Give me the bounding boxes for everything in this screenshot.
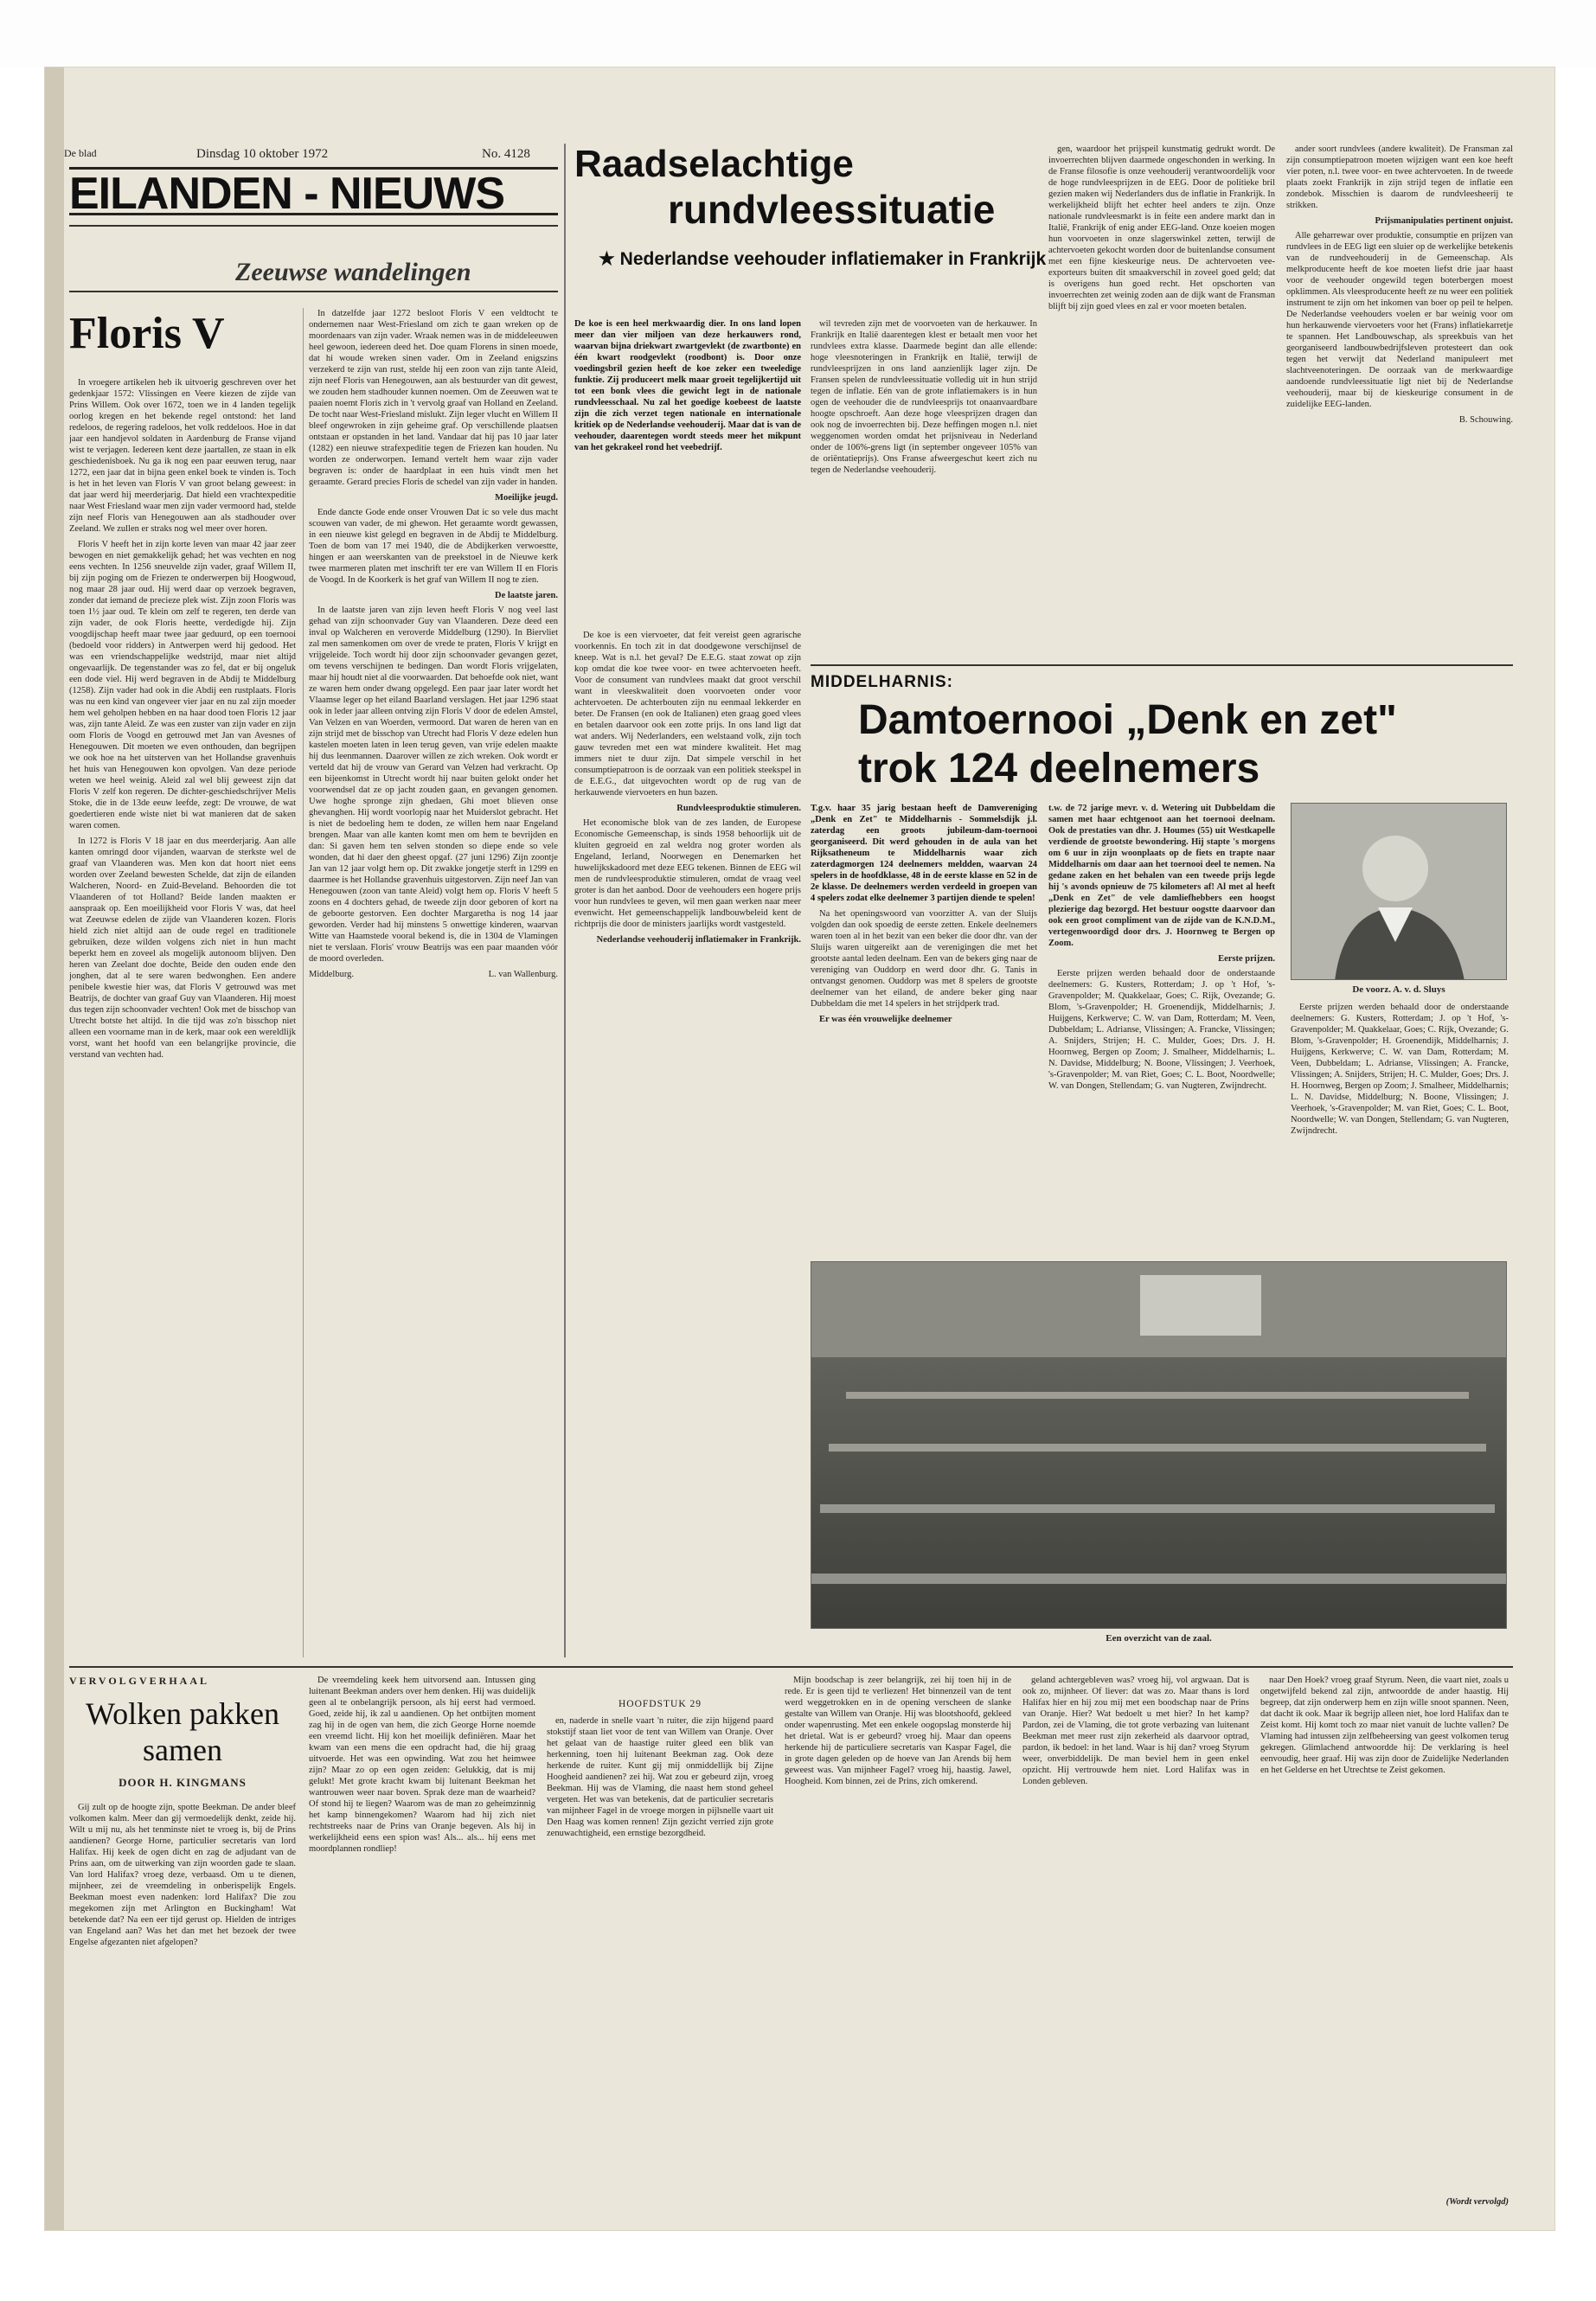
dammen-column-1 [811, 803, 1037, 1253]
rundvlees-subhead-prijs: Prijsmanipulaties pertinent onjuist. [1375, 216, 1513, 226]
hall-photo-figure [811, 1262, 1507, 1629]
rundvlees-column-3 [1048, 144, 1275, 647]
floris-column-1 [69, 377, 296, 1657]
dammen-place-label: MIDDELHARNIS: [811, 673, 953, 691]
rundvlees-para-1: De koe is een viervoeter, dat feit vereist geen agrarische voorkennis. En toch zit in dat doodgewone verschijnsel de kneep. Wat is n.l. het geval? De E.E.G. staat zowat op zijn kop omdat die koe twee voor- en twee achtervoeten heeft. Voor de consument van rundvlees maakt dat groot verschil want in vleeskwaliteit doen voorvoeten onder voor achtervoeten. De achterbouten zijn nu eenmaal lekkerder en beter. De Fransen (en ook de Italianen) eten graag goed vlees en betalen daarvoor ook een zotte prijs. In ons land ligt dat wat anders. Wij Nederlanders, een welstaand volk, zijn toch gauw tevreden met een wat mindere kwaliteit. Het mag immers niet te duur zijn. Dat simpele verschil in het consumptiepatroon is de oorzaak van een politiek steekspel in de E.E.G., dat uitgevochten wordt op de rug van de herkauwende viervoeters en hun bazen. [574, 631, 801, 798]
rundvlees-author: B. Schouwing. [1458, 415, 1513, 425]
serial-column-6 [1260, 1675, 1509, 2194]
serial-para-4: Mijn boodschap is zeer belangrijk, zei hij toen hij in de rede. Er is geen tijd te verliezen! Het binnenzeil van de tent werd weggetrokken en in de opening verscheen de slanke gestalte van Willem van Oranje. Hij was blootshoofd, gekleed onder wapenrusting. Met een enkele oogopslag monsterde hij het drietal. Wat is er gebeurd? vroeg hij. Maar dan opeens herkende hij de particuliere secretaris van Kaspar Fagel, die in grote dagen geleden op de hoeve van Jan Arends bij hem geweest was. Van mijnheer Fagel? vroeg hij, haastig. Jawel, Hoogheid. Kom binnen, zei de Prins, zich omkerend. [785, 1676, 1011, 1786]
rundvlees-subhead: ★ Nederlandse veehouder inflatiemaker in Frankrijk [599, 249, 1047, 269]
portrait-figure [1292, 804, 1507, 980]
hall-photo [811, 1261, 1507, 1629]
header-number: No. 4128 [482, 147, 530, 161]
dammen-para-1b: Er was één vrouwelijke deelnemer [819, 1015, 952, 1024]
serial-continued: (Wordt vervolgd) [1445, 2197, 1509, 2207]
serial-column-3 [547, 1675, 773, 2208]
dammen-headline-1: Damtoernooi „Denk en zet" [858, 697, 1397, 743]
dammen-para-4: Eerste prijzen werden behaald door de onderstaande deelnemers: G. Kusters, Rotterdam; J. op 't Hof, 's-Gravenpolder; M. Quakkelaar, Goes; C. Rijk, Ovezande; G. Blom, 's-Gravenpolder; H. Groenendijk, Middelharnis; J. Huijgens, Kerkwerve; C. W. van Dam, Rotterdam; M. Veen, Dubbeldam; L. Adrianse, Vlissingen; A. Francke, Vlissingen; A. Snijders, Strijen; H. C. Mulder, Goes; Drs. J. H. Hoornweg, Bergen op Zoom; J. Smalheer, Middelharnis; L. N. Davidse, Middelburg; N. Boone, Vlissingen; J. Veerhoek, 's-Gravenpolder; M. van Riet, Goes; C. L. Boot, Noordwelle; W. van Dongen, Stellendam; G. van Nugteren, Zwijndrecht. [1291, 1003, 1509, 1136]
floris-para-3: In 1272 is Floris V 18 jaar en dus meerderjarig. Aan alle kanten omringd door vijanden, waarvan de sterkste wel de graaf van Vlaanderen was. Men kon dat hoort niet eens worden over Zeeland bewesten Schelde, dat zijn de eilanden Walcheren, Noord- en Zuid-Beveland. Behoorden die tot Vlaanderen of tot Holland? Beide landen maakten er aanspraak op. Een moeilijkheid voor Floris V was, dat heel wat Zeeuwse edelen de zijde van Vlaanderen kozen. Floris hield zich niet altijd aan de oude regel en traditionele gebruiken, deze wilden volgens zich niet in hun macht beperkt hem en zoveel als mogelijk autonoom blijven. Den heren van Zeelant doe dochte, Beide den ouden ende den jonghen, dat al te sere waren bedwonghen. Een andere penibele kwestie hier was, dat Floris V getrouwd was met Beatrijs, de dochter van graaf Guy van Vlaanderen. Hij moest dus tegen zijn schoonvader vechten! Ook met de bisschop van Utrecht botste het altijd. In die tijd was zo'n bisschop niet alleen een voorname man in de kerk, maar ook een wereldlijk vorst, want het hoofd van een belangrijke provincie, die verstand van vechten had. [69, 836, 296, 1060]
newspaper-page [45, 67, 1554, 2230]
serial-para-6: naar Den Hoek? vroeg graaf Styrum. Neen, die vaart niet, zoals u ongetwijfeld bekend zal zijn, antwoordde de ander haastig. Hij begreep, dat zijn onderwerp hem en zijn wille snoot spannen. Neen, dat dacht ik ook. Maar ik begrijp alleen niet, hoe lord Halifax dan te Zeist komt. Hij komt toch zo maar niet vanuit de luchte vallen? De Vlaming had intussen zijn zelfbeheersing van geest volkomen terug gekregen. Glimlachend antwoordde hij: De verklaring is heel eenvoudig, heer graaf. Hij was zijn door de Zuidelijke Nederlanden en het Gelderse en het Utrechtse te Zeist gekomen. [1260, 1676, 1509, 1775]
rundvlees-lead: De koe is een heel merkwaardig dier. In ons land lopen meer dan vier miljoen van deze herkauwers rond, waarvan bijna driekwart zwartgevlekt (de zwartbonte) en één kwart roodgevlekt (roodbont) is. Door onze voedingsbril gezien heeft de koe zeker een tweeledige funktie. Zij produceert melk maar groeit tegelijkertijd uit tot een bonk vlees die gewicht legt in de nationale rundvleesschaal. Nu zal het goedige koebeest de laatste zijn die zich verzet tegen nationale en internationale kritiek op de Nederlandse veehouderij. Maar dat is van de veehouder, daarentegen wordt steeds meer het mikpunt van het gekrakeel rond het veebedrijf. [574, 319, 801, 452]
dammen-lead: T.g.v. haar 35 jarig bestaan heeft de Damvereniging „Denk en Zet" te Middelharnis - Sommelsdijk j.l. zaterdag een groots jubileum-dam-toernooi georganiseerd. Dit werd gehouden in de aula van het Rijksatheneum te Middelharnis waar zich zaterdagmorgen 124 deelnemers meldden, waarvan 24 spelers in de hoofdklasse, 48 in de eerste klasse en 52 in de 2e klasse. De deelnemers werden verdeeld in groepen van 4 spelers zodat elke deelnemer 3 partijen diende te spelen! [811, 804, 1037, 903]
serial-column-1 [69, 1802, 296, 2208]
floris-subhead-laatste: De laatste jaren. [495, 591, 558, 600]
floris-signoff [309, 969, 558, 980]
dammen-para-1: Na het openingswoord van voorzitter A. van der Sluijs volgden dan ook spoedig de eerste zetten. Enkele deelnemers waren toen al in het bezit van een beker die door dhr. van der Sluijs waren uitgereikt aan de verenigingen die met het grootste aantal leden deelnam. Een van de bekers ging naar de vereniging van Ouddorp en werd door dhr. G. Tanis in ontvangst genomen. Ouddorp was met 8 spelers de grootste deelnemer van het eiland, de andere beker ging naar Dubbeldam die met 14 spelers in het strijdperk trad. [811, 909, 1037, 1009]
rundvlees-subhead-stimuleren: Rundvleesproduktie stimuleren. [676, 804, 801, 813]
header-date: Dinsdag 10 oktober 1972 [196, 147, 329, 161]
rundvlees-para-3: wil tevreden zijn met de voorvoeten van de herkauwer. In Frankrijk en Italië daarentegen klest er betaalt men voor het rundvlees extra klasse. Daarmede begint dan alle ellende: hoge vleesnoteringen in Frankrijk en Italië, terwijl de rundvleesprijzen in ons land aanzienlijk lager zijn. De Fransen spelen de rundvleessituatie volledig uit in hun strijd tegen de inflatie. Eén van de grote inflatiemakers is in hun ogen de veehouder die de rundvleesprijs tot onaanvaardbare hoogte opschroeft. Aan deze hoge vleesprijzen dragen dan ook nog de invoerrechten bij. Deze heffingen mogen n.l. niet weggenomen worden omdat het prijsniveau in Nederland onder de 106%-grens ligt (in september ongeveer 105% van de oriëntatieprijs). Ons Franse afweergeschut keert zich nu tegen de Nederlandse veehouderij. [811, 319, 1037, 475]
header-left-tag: De blad [64, 147, 97, 159]
rundvlees-column-4 [1286, 144, 1513, 663]
dammen-column-3 [1291, 1002, 1509, 1253]
serial-para-1: Gij zult op de hoogte zijn, spotte Beekman. De ander bleef volkomen kalm. Meer dan gij vermoedelijk denkt, zeide hij. Wilt u mij nu, als het tenminste niet te vroeg is, bij de Prins aandienen? George Horne, particulier secretaris van lord Halifax. Hij keek de ogen dicht en zag de adjudant van de Prins aan, om de uitwerking van zijn woorden gade te slaan. Van lord Halifax? vroeg deze, verbaasd. Om u te dienen, mijnheer, zei de vreemdeling in onberispelijk Engels. Beekman moest even nadenken: lord Halifax? Die zou megekomen zijn met Arlington en Buckingham! Wat betekende dat? Na een eer tijd gerust op. Hielden de intriges van Engeland aan? Was het dan met het bezoek der twee Engelse afgezanten niet afgelopen? [69, 1803, 296, 1947]
portrait-photo [1291, 803, 1507, 980]
dammen-column-2 [1048, 803, 1275, 1253]
floris-subhead-jeugd: Moeilijke jeugd. [495, 493, 558, 503]
floris-para-4: In datzelfde jaar 1272 besloot Floris V een veldtocht te ondernemen naar West-Friesland om zich te gaan wreken op de moordenaars van zijn vader. Wraak nemen was in de middeleeuwen heel gewoon, iedereen deed het. Doe quam Florens in sinen moede, dat hi woude wreken sinen vader. Om in Zeeland enigszins verzekerd te zijn van rust, stelde hij een zoon van zijn tante Aleid, zijn neef Floris van Henegouwen, aan als bestuurder van dit gewest, we zouden hem stadhouder kunnen noemen. Om de Zeeuwen wat te paaien noemt Floris zich in 't vervolg graaf van Holland en Zeeland. De tocht naar West-Friesland mislukt. Zijn leger vlucht en Willem II bleef ongewroken in zijn geheime graf. Op verschillende plaatsen ontstaan er opstanden in het land. Vandaar dat hij pas 10 jaar later (1282) een nieuwe strafexpeditie tegen de Friezen kan houden. Nu worden ze onderworpen. Iemand vertelt hem waar zijn vader begraven is: onder de haardplaat in een huis vindt men het geraamte. Gerard precies Floris de schedel van zijn vader in handen. [309, 309, 558, 487]
page-binding-edge [45, 67, 64, 2230]
scan-border [0, 0, 1596, 67]
series-title: Zeeuwse wandelingen [235, 258, 471, 286]
rundvlees-headline-2: rundvleessituatie [668, 187, 996, 232]
rundvlees-para-5: ander soort rundvlees (andere kwaliteit). De Fransman zal zijn consumptiepatroon moeten wijzigen want een koe heeft vier poten, n.l. twee voor- en twee achtervoeten. In de tweede plaats zoekt Frankrijk in zijn strijd tegen de inflatie een zondebok. Misschien is daarom de rundvleesheerij te strikken. [1286, 144, 1513, 210]
serial-para-3: en, naderde in snelle vaart 'n ruiter, die zijn hijgend paard stokstijf staan liet voor de tent van Willem van Oranje. Over het gelaat van de haastige ruiter gleed een blik van herkenning, toen hij luitenant Beekman zag. Ook deze herkende de ruiter. Kunt gij mij onmiddellijk bij Zijne Hoogheid aandienen? zei hij. Wat zou er gebeurd zijn, vroeg Beekman. Hij was de Vlaming, die naast hem stond geheel vergeten. Het was van betekenis, dat de particulier secretaris van mijnheer Fagel in de vroege morgen in pijlsnelle vaart uit Den Haag was komen rennen! Zijn gezicht verried zijn grote zenuwachtigheid, een ernstige bezorgdheid. [547, 1716, 773, 1838]
series-rule [69, 291, 558, 292]
masthead: EILANDEN - NIEUWS [69, 167, 558, 215]
floris-author: L. van Wallenburg. [488, 970, 558, 979]
floris-para-1: In vroegere artikelen heb ik uitvoerig geschreven over het gedenkjaar 1572: Vlissingen en Veere kiezen de zijde van Prins Willem. Ook over 1672, toen we in 4 landen tegelijk oorlog kregen en het bekende regel ontstond: het land redeloos, de regering radeloos, het volk reddeloos. Hoe in dat jaar een handjevol soldaten in Aardenburg de Franse vijand wist te verjagen. Iedereen kent deze jaartallen, ze staan in elk geschiedenisboek. Nu ga ik nog een paar eeuwen terug, naar 1272, een jaar dat in bijna geen enkel boek te vinden is. Toch is het in het leven van Floris V van groot belang geweest: in dat jaar werd hij meerderjarig. Dat hield een vrachtexpeditie naar West Friesland waar men zijn vader vermoord had, stelde zijn neef Floris van Henegouwen aan als stadhouder over Zeeland. We zullen er straks nog wel meer over horen. [69, 378, 296, 534]
dammen-headline-2: trok 124 deelnemers [858, 746, 1260, 792]
floris-place: Middelburg. [309, 970, 355, 979]
dammen-para-3: Eerste prijzen werden behaald door de onderstaande deelnemers: G. Kusters, Rotterdam; J. op 't Hof, 's-Gravenpolder; M. Quakkelaar, Goes; C. Rijk, Ovezande; G. Blom, 's-Gravenpolder; H. Groenendijk, Middelharnis; J. Huijgens, Kerkwerve; C. W. van Dam, Rotterdam; M. Veen, Dubbeldam; L. Adrianse, Vlissingen; A. Francke, Vlissingen; A. Snijders, Strijen; H. C. Mulder, Goes; Drs. J. H. Hoornweg, Bergen op Zoom; J. Smalheer, Middelharnis; L. N. Davidse, Middelburg; N. Boone, Vlissingen; J. Veerhoek, 's-Gravenpolder; M. van Riet, Goes; C. L. Boot, Noordwelle; W. van Dongen, Stellendam; G. van Nugteren, Zwijndrecht. [1048, 969, 1275, 1091]
rundvlees-headline-1: Raadselachtige [574, 143, 854, 185]
floris-para-5: Ende dancte Gode ende onser Vrouwen Dat ic so vele dus macht scouwen van vader, de mi ghewon. Het geraamte wordt gewassen, in een nieuwe kist gelegd en begraven in de Abdij te Middelburg. Toen de bom van 17 mei 1940, die de Abdijkerken verwoestte, hingen er aan weerskanten van de preekstoel in de Nieuwe kerk twee marmeren platen met inschrift ter ere van Willem II en Floris de Voogd. In de Koorkerk is het graf van Willem II nog te zien. [309, 508, 558, 585]
dammen-para-2: t.w. de 72 jarige mevr. v. d. Wetering uit Dubbeldam die samen met haar echtgenoot aan het toernooi deelnam. Ook de prestaties van dhr. J. Houmes (55) uit Westkapelle verdiende de grootste bewondering. Hij stapte 's morgens om 6 uur in zijn woonplaats op de fiets en trapte naar Middelharnis om daar aan het toernooi deel te nemen. Na gedane zaken en het behalen van een tweede prijs legde hij 's avonds opnieuw de 75 kilometers af! Al met al heeft „Denk en Zet" de vele damliefhebbers een hoogst plezierige dag bezorgd. Het bestuur oogstte daarvoor dan ook een groot compliment van de zijde van de K.N.D.M., vertegenwoordigd door drs. J. Hoornweg te Bergen op Zoom. [1048, 804, 1275, 948]
rundvlees-para-6: Alle geharrewar over produktie, consumptie en prijzen van rundvlees in de EEG ligt een sluier op de werkelijke betekenis van de rundveehouderij in de Gemeenschap. Als melkproducente heeft de koe moeten liefst drie jaar haast voor de veehouder ongewild tegen boterbergen moest opklimmen. Als vleesproducente heeft ze nu weer een politiek instrument te zijn om het inkomen van boer op peil te helpen. De Nederlandse veehouders voelen er bar weinig voor om hun herkauwende viervoeters voor het (Frans) inflatiekarretje te spannen. Het Landbouwschap, als spreekbuis van het georganiseerd landbouwbedrijfsleven protesteert dan ook tegen het verwijt dat Nederland manipuleert met slachtveenoteringen. De oorzaak van de merkwaardige aandoende rundvleessituatie ligt niet bij de Nederlandse veehouderij, maar bij de kieskeurige consument in de zuidelijke EEG-landen. [1286, 231, 1513, 409]
rundvlees-column-2 [811, 318, 1037, 647]
hall-caption: Een overzicht van de zaal. [1106, 1633, 1212, 1644]
column-divider-main [564, 144, 566, 1657]
rundvlees-subhead-inflatie: Nederlandse veehouderij inflatiemaker in Frankrijk. [596, 935, 801, 945]
floris-column-2 [309, 308, 558, 1657]
rundvlees-para-4: gen, waardoor het prijspeil kunstmatig gedrukt wordt. De invoerrechten blijven daarmede ongeschonden in werking. In de Franse filosofie is onze veehouderij verantwoordelijk voor de hoge rundvleesprijzen in de EEG. Door de politieke bril gezien maken wij Nederlanders dus de inflatie in Frankrijk. In werkelijkheid blijft het echter heel anders te zijn. Onze nationale rundvleesmarkt is in feite een andere markt dan in Italië, Frankrijk of enig ander EEG-land. Onze koeien mogen hun voorvoeten in onze slagerswinkel zetten, terwijl de achtervoeten gekocht worden door de buitenlandse consument met een fijne kieskeurige neus. De achtervoeten vee-exporteurs buiten dit smaakverschil in zoveel goed geld; dat is overigens hun goed recht. Het opschorten van invoerrechten zet weinig zoden aan de dijk want de Fransman blijft bij zijn goed vlees en zal er voor moeten betalen. [1048, 144, 1275, 311]
serial-author: DOOR H. KINGMANS [119, 1776, 247, 1789]
dammen-top-rule [811, 664, 1513, 666]
dammen-subhead-prijzen: Eerste prijzen. [1218, 954, 1275, 964]
serial-para-5: geland achtergebleven was? vroeg hij, vol argwaan. Dat is ook zo, mijnheer. Of liever: dat was zo. Maar thans is lord Halifax hier en hij zou mij met een boodschap naar de Prins van Oranje. Hier? Wat bedoelt u met hier? In het kamp? Pardon, zei de Vlaming, die tot grote verbazing van luitenant Beekman met meer rust zijn zekerheid als daarvoor optrad, pardon, ik bedoel: in het land. Waar is hij dan? vroeg Styrum weer, onverbiddelijk. De man beviel hem in geen enkel opzicht. Hij vertrouwde hem niet. Lord Halifax was in Londen gebleven. [1022, 1676, 1249, 1786]
column-divider [303, 308, 304, 1657]
floris-title: Floris V [69, 309, 225, 358]
serial-para-2: De vreemdeling keek hem uitvorsend aan. Intussen ging luitenant Beekman anders over hem denken. Hij was duidelijk geen al te onbelangrijk persoon, als hij eerst had vermoed. Goed, zeide hij, ik zal u aandienen. Op het ontbijten moment zag hij in de ogen van hem, die zich George Horne noemde een vreemd licht. Hij kon het moeilijk definiëren. Maar het kwam van een mens die een opdracht had, die hij graag uitvoerde. Het was een opwinding. Wat zou het heimwee zijn? Maar zo op een ogen zeiden: Gelukkig, dat is mij gelukt! Met grote kracht kwam bij luitenant Beekman het wantrouwen weer naar boven. Sprak deze man de waarheid? Of stond hij te liegen? Waarom was de man zo geheimzinnig het kamp binnengekomen? Waarom had hij zich niet rechtstreeks naar de Prins van Oranje begeven. Als hij in werkelijkheid eens een spion was! Als... als... hij eens met moordplannen rondliep! [309, 1676, 535, 1854]
serial-column-2 [309, 1675, 535, 2208]
header-rule [69, 225, 558, 227]
serial-label: VERVOLGVERHAAL [69, 1675, 210, 1687]
serial-top-rule [69, 1666, 1513, 1668]
floris-para-2: Floris V heeft het in zijn korte leven van maar 42 jaar zeer bewogen en niet gemakkelijk gehad; het was vechten en nog eens vechten. In 1256 sneuvelde zijn vader, graaf Willem II, bij zijn poging om de Friezen te onderwerpen bij Hoogwoud, nog maar 28 jaar oud. Hij werd daar op verzoek begraven, zonder dat iemand de precieze plek wist. Zijn zoon Floris was toen 1½ jaar oud. Te klein om zelf te regeren, ten derde van zijn vader, de ook Floris heette, verdedigde hij. Zijn voogdijschap heeft maar twee jaar geduurd, op een toernooi (bedoeld voor ridders) in Antwerpen werd hij gedood. Het was een vriendschappelijke wedstrijd, maar niet altijd ongevaarlijk. De tegenstander was zo fel, dat er bij ongeluk een dode viel. Hij werd begraven in de Abdij te Middelburg (1258). Zijn vader had ook in die Abdij een rustplaats. Floris was nu een kind van ongeveer vier jaar en nu zal zijn moeder hem wel geholpen hebben en na haar dood toen Floris 12 jaar was, zijn tante Aleid. Ze was een zuster van zijn vader en zijn oom Floris de Voogd en getrouwd met Jan van Avesnes of Henegouwen. Dit moeten we even onthouden, dan begrijpen we ook hoe na het uitsterven van het Hollandse gravenhuis het huis van Henegouwen kon opvolgen. Van deze periode weten we heel weinig. Aleid zal wel blij geweest zijn dat Floris V zelf kon regeren. De dichter-geschiedschrijver Melis Stoke, die in de 13de eeuw leefde, zegt: De vrouwe, de wat goedertieren ende wiste niet bi wat manieren dat de saken waren comen. [69, 540, 296, 830]
serial-title: Wolken pakken samen [85, 1696, 280, 1767]
serial-column-4 [785, 1675, 1011, 2208]
serial-chapter: HOOFDSTUK 29 [618, 1699, 702, 1709]
rundvlees-column-1 [574, 630, 801, 1659]
rundvlees-para-2: Het economische blok van de zes landen, de Europese Economische Gemeenschap, is sinds 1958 behoorlijk uit de kluiten gegroeid en zal weldra nog groter worden als Engeland, Ierland, Noorwegen en Denemarken het huwelijkskadoord met deze EEG tekenen. Binnen de EEG wil men de rundvleesproduktie stimuleren, omdat de vraag veel groter is dan het aanbod. Door de veehouders een hogere prijs voor hun rundvlees te geven, wil men gaan werken naar meer evenwicht. Het gemeenschappelijk landbouwbeleid kent de richtprijs die door de ministers jaarlijks wordt vastgesteld. [574, 818, 801, 929]
serial-column-5 [1022, 1675, 1249, 2208]
portrait-caption: De voorz. A. v. d. Sluys [1352, 984, 1445, 995]
floris-para-6: In de laatste jaren van zijn leven heeft Floris V nog veel last gehad van zijn schoonvader Guy van Vlaanderen. Deze deed een inval op Walcheren en veroverde Middelburg (1290). In Biervliet zal men samenkomen om over de vrede te praten, Floris V krijgt en vrijgeleide. Toch wordt hij door zijn schoonvader gevangen gezet, om tevens verschijnen te bedingen. Dan wordt Floris vrijgelaten, maar hij houdt niet al die voorwaarden. Dat behoefde ook niet, want ze waren hem onder dwang opgelegd. Een paar jaar later wordt het Vlaamse leger op het eiland Baarland verslagen. Het jaar 1296 staat ook in leder jaar alleen ontving zijn Floris V door de edelen Amstel, Van Velzen en van Woerden, vermoord. Dat waren de heren van en zijn strijd met de bisschop van Utrecht had Floris V deze edelen hun kastelen moeten laten in leen terug geven, van vrije edelen maakte hij dus leenmannen. Daarover willen ze zich wreken. Ook wordt er verteld dat hij de vrouw van Gerard van Velzen had verkracht. Op een bijeenkomst in Utrecht wordt hij naar buiten gelokt onder het voorwendsel dat ze op jacht zouden gaan, en gevangen genomen. Uwe hoghe spronge zijn ghedaen, Ghi moet blieven onse ghevanghen. Hij wordt voorlopig naar het Muiderslot gebracht. Het is niet de bedoeling hem te doden, ze willen hem naar Engeland brengen. Maar van alle kanten komt men om hem te bevrijden en dan: Si gaven hem ten selven stonden so diepe ende so vele wonden, dat hi daer den gheest opgaf. (27 juni 1296) Zijn zoontje Jan van 12 jaar volgt hem op. Dit zwakke jongetje sterft in 1299 en daarmee is het Hollandse gravenhuis uitgestorven. Zijn neef Jan van Henegouwen (zoon van tante Aleid) volgt hem op. Floris V heeft 5 zoons en 4 dochters gehad, de tweede zijn door geboren of kort na de geboorte gestorven. Een dochter Margaretha is nog 14 jaar geworden. Verder had hij minstens 5 onwettige kinderen, waarvan Witte van Haamstede vooral bekend is, die in 1304 de Vlamingen niet te verslaan. Floris' vrouw Beatrijs was een paar maanden vóór de moord overleden. [309, 606, 558, 964]
